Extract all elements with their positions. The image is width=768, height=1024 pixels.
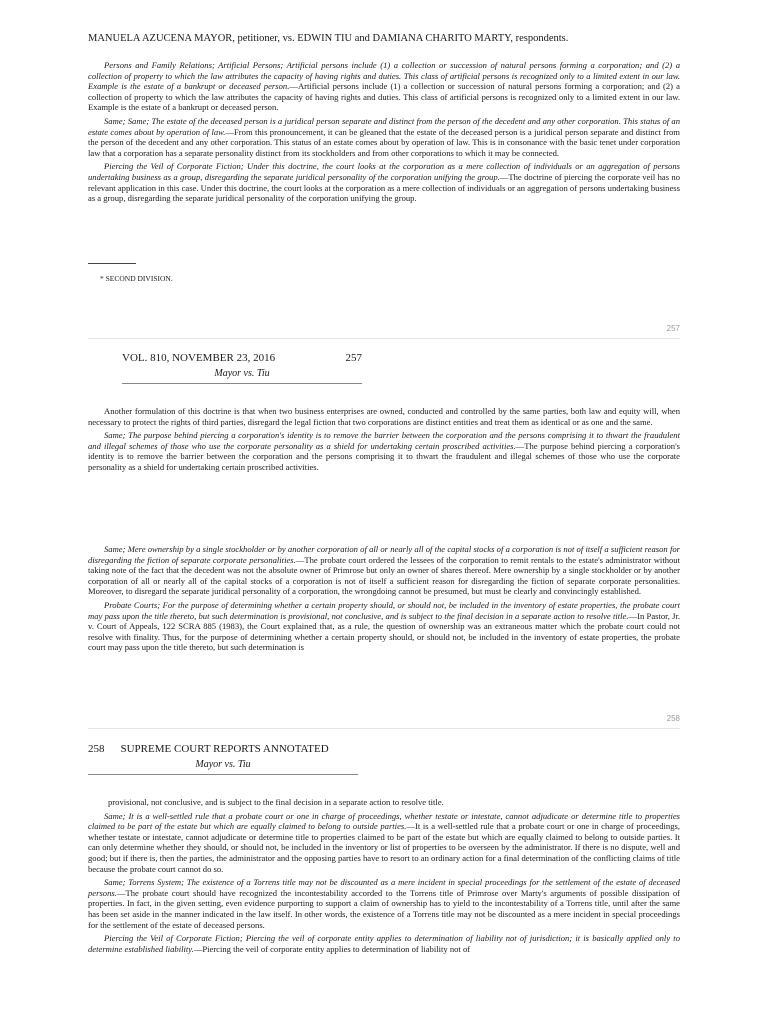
respondents-names: EDWIN TIU and DAMIANA CHARITO MARTY [297,33,511,44]
syllabus-text: —The probate court should have recognized the incontestability accorded to the Torrens title of Primrose over Marty's arguments of possible dissipation of properties. In fact, in the given setting, even evidence purporting to support a claim of ownership has to yield to the incontestability of a Torrens title, until after the same has been set aside in the manner indicated in the law itself. In other words, the existence of a Torrens title may not be discounted as a mere incident in special proceedings for the settlement of the estate of deceased persons. [88,887,680,930]
running-head-case: Mayor vs. Tiu [214,368,270,379]
syllabus-heading: Same; The purpose behind piercing a corporation's identity is to remove the barrier between the corporation and the persons comprising it to thwart the fraudulent and illegal schemes of those who use the corporate personality as a shield for undertaking certain proscribed activities. [88,430,680,451]
running-head-rule [88,774,358,775]
syllabus-paragraph [88,161,680,203]
syllabus-heading: Probate Courts; For the purpose of determining whether a certain property should, or should not, be included in the inventory of estate properties, the probate court may pass upon the title thereto, but such determination is provisional, not conclusive, and is subject to the final decision in a separate action to resolve title. [88,599,680,621]
syllabus-text: —The purpose behind piercing a corporation's identity is to remove the barrier between the corporation and the persons comprising it to thwart the fraudulent and illegal schemes of those who use the corporate personality as a shield for undertaking certain proscribed activities. [88,440,680,472]
syllabus-text: —In Pastor, Jr. v. Court of Appeals, 122 SCRA 885 (1983), the Court explained that, as a rule, the question of ownership was an extraneous matter which the probate court could not resolve with finality. Thus, for the purpose of determining whether a certain property should, or should not, be included in the inventory of estate properties, the probate court may pass upon the title thereto, but such determination is [88,610,681,653]
syllabus-paragraph [88,933,680,954]
syllabus-heading: Piercing the Veil of Corporate Fiction; Piercing the veil of corporate entity applies to determination of liability not of jurisdiction; it is basically applied only to determine established liability. [88,933,680,954]
syllabus-text: —From this pronouncement, it can be gleaned that the estate of the deceased person is a juridical person separate and distinct from the person of the decedent and any other corporation. This status of an estate comes about by operation of law. This is in consonance with the basic tenet under corporation law that a corporation has a separate personality distinct from its stockholders and from other corporations to which it may be connected. [88,126,680,158]
syllabus-paragraph [88,877,680,930]
syllabus-page-258-upper [88,406,680,473]
running-head-reporter: SUPREME COURT REPORTS ANNOTATED [120,743,329,755]
syllabus-paragraph [88,811,680,875]
footnote-rule [88,263,136,264]
syllabus-page-257 [88,60,680,204]
page-number-258: 258 [666,714,680,723]
syllabus-page-258-continued [88,797,680,954]
petitioner-role: , petitioner, vs. [232,33,298,44]
running-head [122,352,362,384]
syllabus-heading: Same; Torrens System; The existence of a Torrens title may not be discounted as a mere incident in special proceedings for the settlement of the estate of deceased persons. [88,877,680,898]
syllabus-text: —Piercing the veil of corporate entity applies to determination of liability not of [193,943,471,954]
syllabus-heading: Piercing the Veil of Corporate Fiction; Under this doctrine, the court looks at the corporation as a mere collection of individuals or an aggregation of persons undertaking business as a group, disregarding the separate juridical personality of the corporation unifying the group. [88,161,680,182]
syllabus-heading: Persons and Family Relations; Artificial Persons; Artificial persons include (1) a collection or succession of natural persons forming a corporation; and (2) a collection of property to which the law attributes the capacity of having rights and duties. This class of artificial persons is recognized only to a limited extent in our law. Example is the estate of a bankrupt or deceased person. [88,60,680,92]
syllabus-text: provisional, not conclusive, and is subject to the final decision in a separate action to resolve title. [108,797,444,807]
petitioner-name: MANUELA AZUCENA MAYOR [88,33,233,44]
syllabus-paragraph [88,797,680,808]
page-divider [88,338,680,339]
syllabus-paragraph [88,430,680,472]
syllabus-text: —The probate court ordered the lessees of the corporation to remit rentals to the estate's administrator without taking note of the fact that the decedent was not the absolute owner of Primrose but only an owner of shares thereof. Mere ownership by a single stockholder or by another corporation of all or nearly all of the capital stocks of a corporation is not of itself a sufficient reason for disregarding the fiction of separate corporate personalities. Moreover, to disregard the separate juridical personality of a corporation, the wrongdoing cannot be presumed, but must be clearly and convincingly established. [88,554,680,597]
footnote: * SECOND DIVISION. [100,274,173,283]
running-head-volume: VOL. 810, NOVEMBER 23, 2016 [122,352,276,364]
syllabus-text: —It is a well-settled rule that a probate court or one in charge of proceedings, whether testate or intestate, cannot adjudicate or determine title to properties claimed to be part of the estate but which are equally claimed to belong to outside parties. It can only determine whether they should, or should not, be included in the inventory or list of properties to be overseen by the administrator. If there is no dispute, well and good; but if there is, then the parties, the administrator and the opposing parties have to resort to an ordinary action for a final determination of the conflicting claims of title because the probate court cannot do so. [88,821,680,874]
syllabus-paragraph [88,116,680,158]
page-number-257: 257 [666,324,680,333]
running-head-page: 258 [88,743,105,755]
syllabus-heading: Same; Same; The estate of the deceased person is a juridical person separate and distinct from the person of the decedent and any other corporation. This status of an estate comes about by operation of law. [88,115,680,137]
syllabus-text: —The doctrine of piercing the corporate veil has no relevant application in this case. Under this doctrine, the court looks at the corporation as a mere collection of individuals or an aggregation of persons undertaking business as a group, disregarding the separate juridical personality of the corporation unifying the group. [88,171,681,204]
running-head-page: 257 [345,352,362,364]
respondents-role: , respondents. [510,33,569,44]
running-head-case: Mayor vs. Tiu [195,759,251,770]
running-head [88,743,358,775]
syllabus-paragraph [88,60,680,113]
syllabus-text: Another formulation of this doctrine is that when two business enterprises are owned, conducted and controlled by the same parties, both law and equity will, when necessary to protect the rights of third parties, disregard the legal fiction that two corporations are distinct entities and treat them as identical or as one and the same. [88,406,680,427]
case-caption [88,33,688,45]
syllabus-paragraph [88,406,680,427]
syllabus-paragraph [88,600,680,653]
page-divider [88,728,680,729]
syllabus-heading: Same; Mere ownership by a single stockholder or by another corporation of all or nearly all of the capital stocks of a corporation is not of itself a sufficient reason for disregarding the fiction of separate corporate personalities. [88,544,680,565]
syllabus-text: —Artificial persons include (1) a collection or succession of natural persons forming a corporation; and (2) a collection of property to which the law attributes the capacity of having rights and duties. This class of artificial persons is recognized only to a limited extent in our law. Example is the estate of a bankrupt or deceased person. [88,81,680,113]
running-head-rule [122,383,362,384]
syllabus-paragraph [88,544,680,597]
syllabus-page-258-lower [88,544,680,653]
syllabus-heading: Same; It is a well-settled rule that a probate court or one in charge of proceedings, whether testate or intestate, cannot adjudicate or determine title to properties claimed to be part of the estate but which are equally claimed to belong to outside parties. [88,810,680,832]
